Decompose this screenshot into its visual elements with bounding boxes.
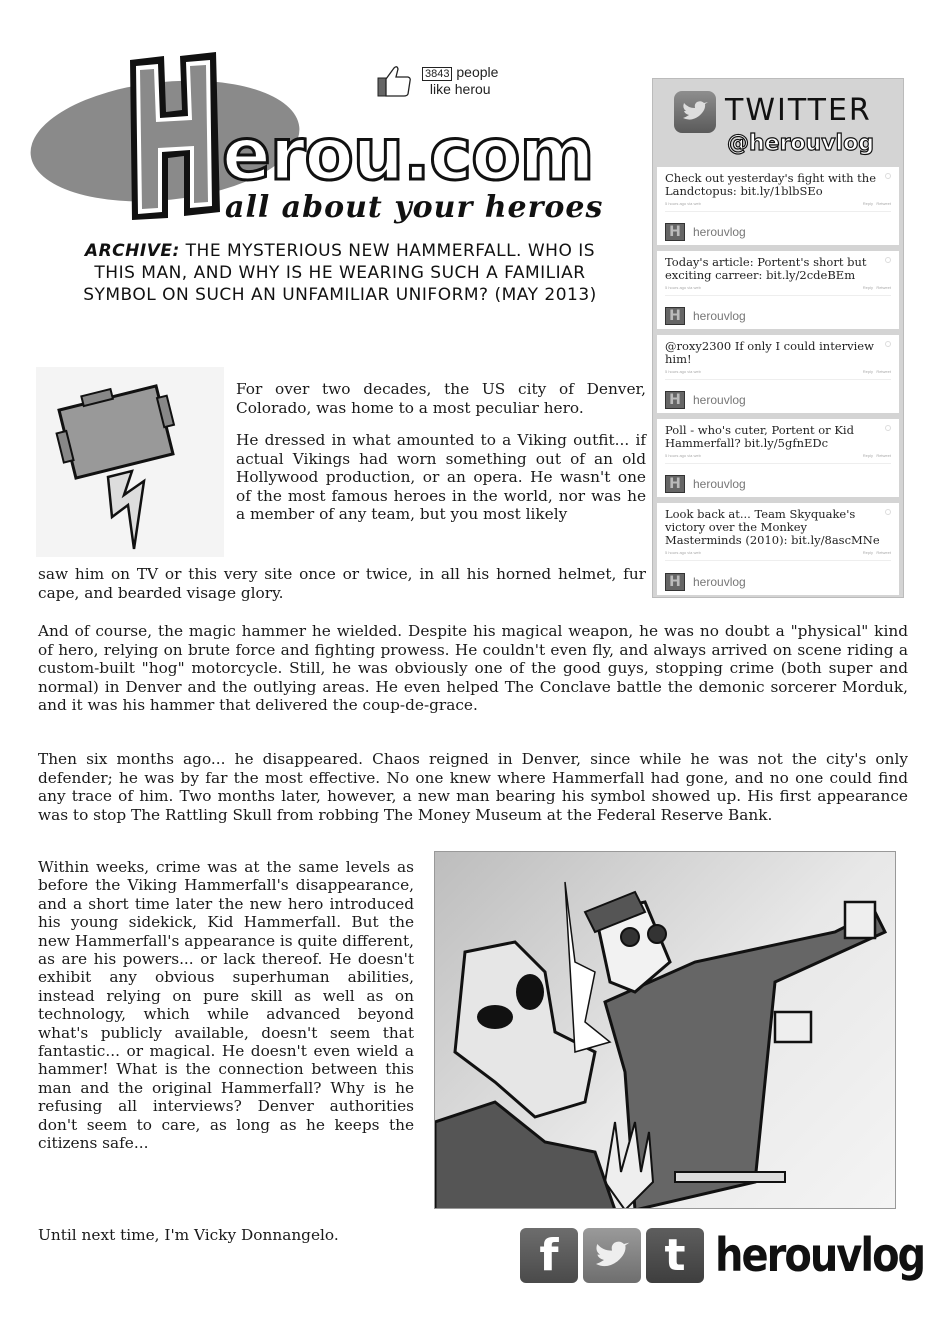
tweet-text: Look back at... Team Skyquake's victory over the Monkey Masterminds (2010): bit.ly/8ascMNe: [665, 507, 880, 547]
twitter-header: [657, 83, 899, 167]
social-links: [520, 1228, 924, 1283]
favorite-star-icon[interactable]: [885, 173, 891, 179]
favorite-star-icon[interactable]: [885, 257, 891, 263]
retweet-link[interactable]: Retweet: [876, 201, 891, 206]
tweet-user[interactable]: [665, 475, 746, 493]
reply-link[interactable]: Reply: [862, 550, 873, 555]
tweet-username: herouvlog: [693, 477, 746, 491]
retweet-link[interactable]: Retweet: [876, 550, 891, 555]
tweet-user[interactable]: [665, 573, 746, 591]
reply-link[interactable]: Reply: [862, 201, 873, 206]
logo-tagline: all about your heroes: [225, 190, 604, 225]
tweet-username: herouvlog: [693, 393, 746, 407]
retweet-link[interactable]: Retweet: [876, 369, 891, 374]
paragraph-2a: He dressed in what amounted to a Viking outfit... if actual Vikings had worn something out of an old Hollywood production, or an opera. He wasn't one of the most famous heroes in the world, nor was he a member of any team, but you most likely: [236, 431, 646, 523]
tweet-time: 5 hours ago via web: [665, 550, 701, 555]
avatar: H: [665, 573, 685, 591]
avatar: H: [665, 391, 685, 409]
tweet-meta: [665, 201, 891, 212]
author-signoff: Until next time, I'm Vicky Donnangelo.: [38, 1226, 339, 1244]
logo-h-letter: [122, 52, 224, 220]
logo-wordmark[interactable]: erou.com: [222, 112, 594, 196]
tweet-item[interactable]: [657, 503, 899, 595]
like-suffix: people: [456, 64, 499, 80]
paragraph-4: Then six months ago... he disappeared. Chaos reigned in Denver, since while he was not the city's only defender; he was by far the most effective. No one knew where Hammerfall had gone, and no one could find any trace of him. Two months later, however, a new man bearing his symbol showed up. His first appearance was to stop The Rattling Skull from robbing The Money Museum at the Federal Reserve Bank.: [38, 750, 908, 824]
thumbs-up-icon: [376, 64, 412, 98]
headline-text: THE MYSTERIOUS NEW HAMMERFALL. WHO IS THIS MAN, AND WHY IS HE WEARING SUCH A FAMILIAR SYMBOL ON SUCH AN UNFAMILIAR UNIFORM? (MAY 2013): [83, 241, 597, 305]
hammer-symbol-image: [36, 367, 224, 557]
social-handle[interactable]: herouvlog: [715, 1229, 925, 1282]
favorite-star-icon[interactable]: [885, 509, 891, 515]
like-count: 3843: [422, 67, 452, 81]
like-widget[interactable]: [376, 64, 498, 98]
avatar: H: [665, 475, 685, 493]
paragraph-1: For over two decades, the US city of Denver, Colorado, was home to a most peculiar hero.: [236, 380, 646, 417]
avatar: H: [665, 307, 685, 325]
retweet-link[interactable]: Retweet: [876, 285, 891, 290]
tweet-username: herouvlog: [693, 225, 746, 239]
tweet-item[interactable]: [657, 251, 899, 329]
tweet-text: @roxy2300 If only I could interview him!: [665, 339, 874, 366]
tweet-username: herouvlog: [693, 309, 746, 323]
tweet-meta: [665, 369, 891, 380]
paragraph-2b: saw him on TV or this very site once or twice, in all his horned helmet, fur cape, and bearded visage glory.: [38, 565, 646, 602]
tweet-time: 5 hours ago via web: [665, 453, 701, 458]
tweet-item[interactable]: [657, 419, 899, 497]
tweet-text: Check out yesterday's fight with the Landctopus: bit.ly/1blbSEo: [665, 171, 876, 198]
paragraph-3: And of course, the magic hammer he wielded. Despite his magical weapon, he was no doubt a "physical" kind of hero, relying on brute force and fighting prowess. He couldn't even fly, and always arrived on scene riding a custom-built "hog" motorcycle. Still, he was obviously one of the good guys, stopping crime (both super and normal) in Denver and the outlying areas. He even helped The Conclave battle the demonic sorcerer Morduk, and it was his hammer that delivered the coup-de-grace.: [38, 622, 908, 714]
tweet-user[interactable]: [665, 223, 746, 241]
tweet-meta: [665, 550, 891, 561]
tweet-user[interactable]: [665, 391, 746, 409]
archive-label: ARCHIVE:: [84, 241, 180, 261]
article-intro: [236, 380, 646, 538]
paragraph-5: Within weeks, crime was at the same levels as before the Viking Hammerfall's disappearance, and a short time later the new hero introduced his young sidekick, Kid Hammerfall. But the new Hammerfall's appearance is quite different, as are his powers... or lack thereof. He doesn't exhibit any obvious superhuman abilities, instead relying on pure skill as well as on technology, which while advanced beyond what's publicly available, doesn't seem that fantastic... or magical. He doesn't even wield a hammer! What is the connection between this man and the original Hammerfall? Why is he refusing all interviews? Denver authorities don't seem to care, as long as he keeps the citizens safe...: [38, 858, 414, 1153]
twitter-bird-icon[interactable]: [674, 91, 716, 133]
reply-link[interactable]: Reply: [862, 453, 873, 458]
avatar: H: [665, 223, 685, 241]
tweet-item[interactable]: [657, 167, 899, 245]
tweet-meta: [665, 453, 891, 464]
tweet-time: 5 hours ago via web: [665, 285, 701, 290]
twitter-title: TWITTER: [725, 93, 872, 128]
tumblr-icon[interactable]: t: [646, 1228, 704, 1283]
twitter-icon[interactable]: [583, 1228, 641, 1283]
reply-link[interactable]: Reply: [862, 369, 873, 374]
twitter-handle[interactable]: @herouvlog: [727, 131, 874, 156]
favorite-star-icon[interactable]: [885, 341, 891, 347]
tweet-text: Today's article: Portent's short but exciting carreer: bit.ly/2cdeBEm: [665, 255, 867, 282]
reply-link[interactable]: Reply: [862, 285, 873, 290]
facebook-icon[interactable]: f: [520, 1228, 578, 1283]
like-line2: like herou: [429, 81, 491, 97]
twitter-widget: [652, 78, 904, 598]
tweet-item[interactable]: [657, 335, 899, 413]
article-headline: [80, 240, 600, 306]
retweet-link[interactable]: Retweet: [876, 453, 891, 458]
tweet-username: herouvlog: [693, 575, 746, 589]
tweet-time: 5 hours ago via web: [665, 369, 701, 374]
hammer-lightning-icon: [36, 367, 224, 557]
tweet-meta: [665, 285, 891, 296]
tweet-user[interactable]: [665, 307, 746, 325]
favorite-star-icon[interactable]: [885, 425, 891, 431]
comic-panel-image: [434, 851, 896, 1209]
tweet-time: 5 hours ago via web: [665, 201, 701, 206]
tweet-text: Poll - who's cuter, Portent or Kid Hammerfall? bit.ly/5gfnEDc: [665, 423, 854, 450]
like-text: [422, 64, 498, 98]
